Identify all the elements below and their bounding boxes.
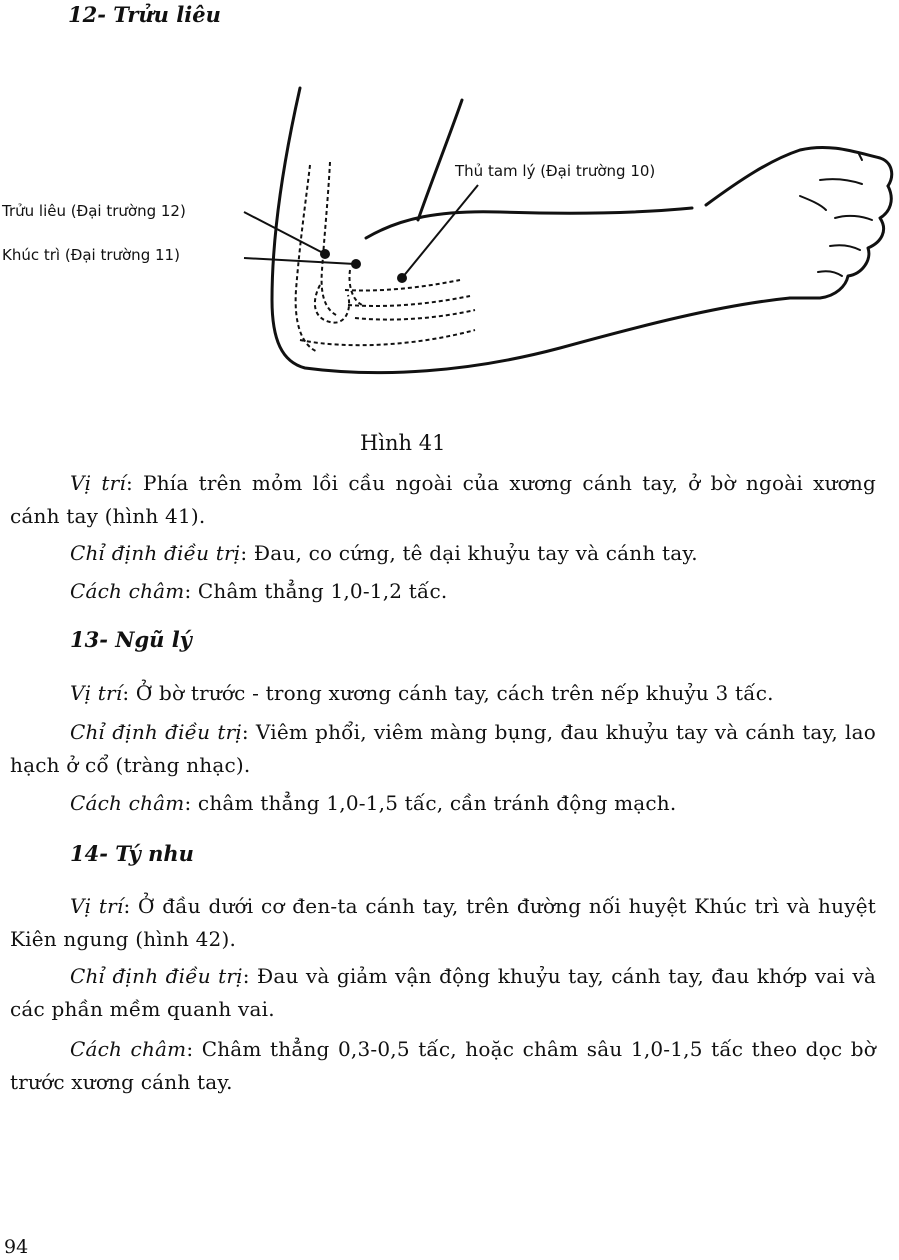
s13-cach-cham-text: : châm thẳng 1,0-1,5 tấc, cần tránh động mạch. [184, 791, 677, 815]
s13-chi-dinh-text: : Viêm phổi, viêm màng bụng, đau khuỷu tay và cánh tay, lao hạch ở cổ (tràng nhạc). [10, 720, 876, 777]
s14-chi-dinh [10, 960, 876, 1026]
s14-cach-cham [10, 1033, 876, 1099]
label-truu-lieu: Trửu liêu (Đại trường 12) [2, 202, 186, 220]
s12-chi-dinh-label: Chỉ định điều trị [70, 541, 241, 565]
s13-chi-dinh [10, 716, 876, 782]
s14-chi-dinh-text: : Đau và giảm vận động khuỷu tay, cánh tay, đau khớp vai và các phần mềm quanh vai. [10, 964, 876, 1021]
point-khuc-tri [351, 259, 361, 269]
s14-chi-dinh-label: Chỉ định điều trị [70, 964, 243, 988]
figure-caption: Hình 41 [360, 431, 446, 455]
s12-vi-tri-label: Vị trí [70, 471, 126, 495]
s12-cach-cham-text: : Châm thẳng 1,0-1,2 tấc. [184, 579, 448, 603]
fist-outline [790, 186, 891, 298]
s13-cach-cham-label: Cách châm [70, 791, 185, 815]
s12-cach-cham-label: Cách châm [70, 579, 185, 603]
s14-vi-tri-text: : Ở đầu dưới cơ đen-ta cánh tay, trên đường nối huyệt Khúc trì và huyệt Kiên ngung (hình 42). [10, 894, 876, 951]
s14-cach-cham-label: Cách châm [70, 1037, 187, 1061]
section-13-heading: 13- Ngũ lý [70, 627, 192, 652]
upper-arm-outline [272, 88, 790, 373]
s14-vi-tri [10, 890, 876, 956]
section-12-heading: 12- Trửu liêu [68, 2, 221, 27]
s14-vi-tri-label: Vị trí [70, 894, 124, 918]
upper-arm-inner-outline [418, 100, 462, 220]
s12-vi-tri-text: : Phía trên mỏm lồi cầu ngoài của xương cánh tay, ở bờ ngoài xương cánh tay (hình 41). [10, 471, 876, 528]
s12-vi-tri [10, 467, 876, 533]
s13-vi-tri [10, 677, 876, 710]
s13-cach-cham [10, 787, 876, 820]
label-khuc-tri: Khúc trì (Đại trường 11) [2, 246, 180, 264]
point-thu-tam-ly [397, 273, 407, 283]
section-14-heading: 14- Tý nhu [70, 841, 194, 866]
s12-cach-cham [10, 575, 876, 608]
s13-vi-tri-text: : Ở bờ trước - trong xương cánh tay, cách trên nếp khuỷu 3 tấc. [122, 681, 774, 705]
page-number: 94 [4, 1236, 29, 1258]
s12-chi-dinh [10, 537, 876, 570]
label-thu-tam-ly: Thủ tam lý (Đại trường 10) [455, 162, 656, 180]
point-truu-lieu [320, 249, 330, 259]
s14-cach-cham-text: : Châm thẳng 0,3-0,5 tấc, hoặc châm sâu 1,0-1,5 tấc theo dọc bờ trước xương cánh tay. [10, 1037, 876, 1094]
s13-vi-tri-label: Vị trí [70, 681, 123, 705]
s13-chi-dinh-label: Chỉ định điều trị [70, 720, 242, 744]
forearm-top-outline [366, 208, 692, 238]
s12-chi-dinh-text: : Đau, co cứng, tê dại khuỷu tay và cánh tay. [240, 541, 698, 565]
